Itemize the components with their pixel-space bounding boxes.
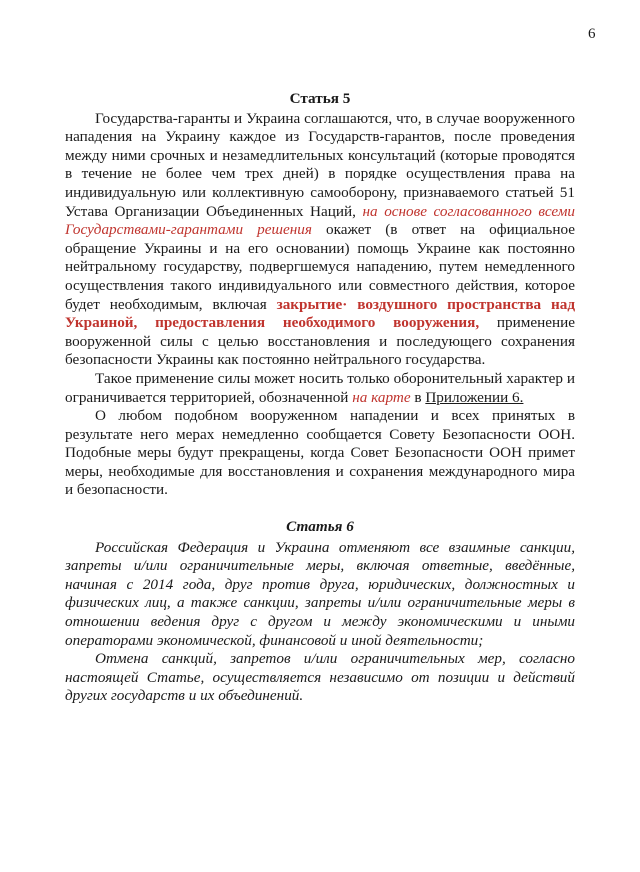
article-5-p2-highlight: на карте [352, 388, 411, 406]
article-5-p1-highlight-2: закрытие· воздушного пространства над Украиной, предоставления необходимого вооружения, [65, 295, 576, 332]
article-5-paragraph-3: О любом подобном вооруженном нападении и всех принятых в результате него мерах немедленно сообщается Совету Безопасности ООН. Подобные меры будут прекращены, когда Совет Безопасности ООН примет меры, необходимые для восстановления и сохранения международного мира и безопасности. [65, 407, 575, 499]
document-body [65, 90, 575, 706]
article-5-p2-text-1: Такое применение силы может носить только оборонительный характер и ограничивается территорией, обозначенной [65, 369, 575, 406]
article-5-title: Статья 5 [289, 90, 351, 107]
article-6-paragraph-1: Российская Федерация и Украина отменяют все взаимные санкции, запреты и/или ограничительные меры, включая ответные, введённые, начиная с 2014 года, друг против друга, юридических, должностных и физических лиц, а также санкции, запреты и/или ограничительные меры в отношении ведения друг с другом и между экономическими и иными операторами экономической, финансовой и иной деятельности; [65, 538, 575, 649]
article-5-p1-highlight-1: на основе согласованного всеми Государствами-гарантами решения [65, 202, 576, 239]
article-5-paragraph-2 [65, 370, 575, 407]
article-5-p1-text-3: применение вооруженной силы с целью восстановления и последующего сохранения безопасности Украины как постоянно нейтрального государства. [65, 314, 575, 369]
page-number: 6 [588, 26, 596, 42]
article-5-p2-text-2: в [410, 388, 426, 406]
article-6-title: Статья 6 [286, 518, 354, 536]
article-5-paragraph-1 [65, 110, 575, 370]
article-5-p1-text-2: окажет (в ответ на официальное обращение Украины и на его основании) помощь Украине как постоянно нейтральному государству, подвергшемуся нападению, путем немедленного осуществления такого индивидуального или совместного действия, которое будет необходимым, включая [65, 221, 575, 313]
article-6-paragraph-2: Отмена санкций, запретов и/или ограничительных мер, согласно настоящей Статье, осуществляется независимо от позиции и действий других государств и их объединений. [65, 650, 575, 705]
article-5-p2-annex-reference: Приложении 6. [425, 388, 524, 406]
article-5-p1-text-1: Государства-гаранты и Украина соглашаются, что, в случае вооруженного нападения на Украину каждое из Государств-гарантов, после проведения между ними срочных и незамедлительных консультаций (которые проводятся в течение не более чем трех дней) в порядке осуществления права на индивидуальную или коллективную самооборону, признаваемого статьей 51 Устава Организации Объединенных Наций, [65, 109, 575, 220]
article-6-body [65, 539, 575, 706]
